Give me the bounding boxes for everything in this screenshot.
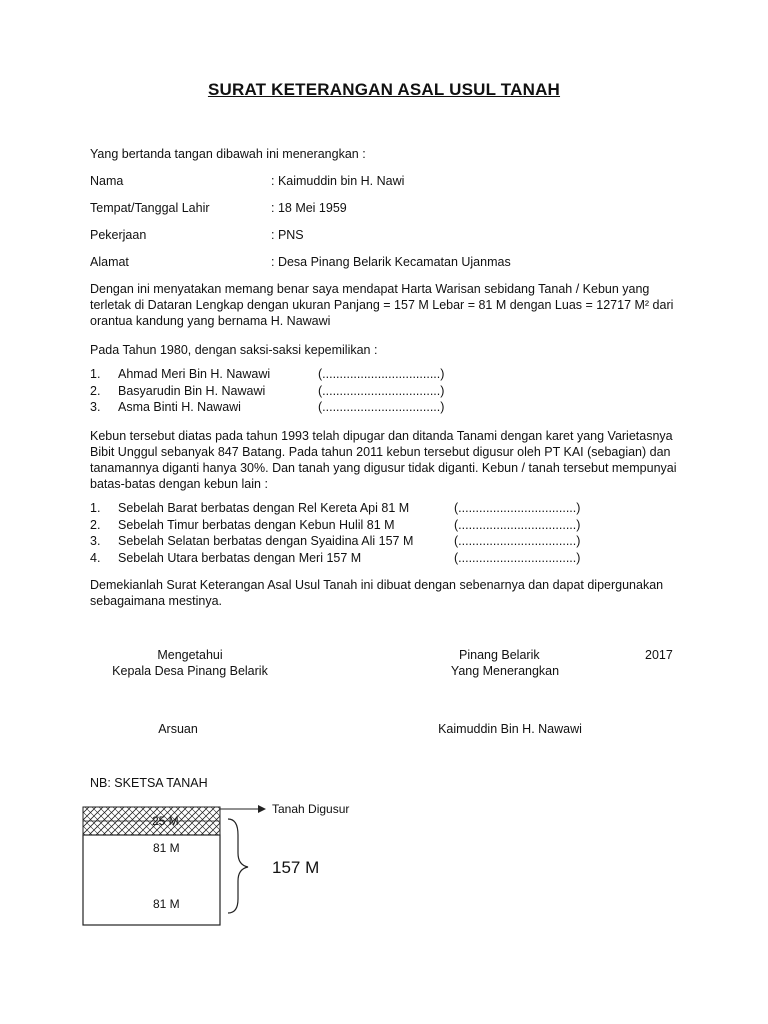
identity-label-ttl: Tempat/Tanggal Lahir (90, 201, 210, 215)
border-text: Sebelah Barat berbatas dengan Rel Kereta Api 81 M (118, 501, 410, 515)
document-title: SURAT KETERANGAN ASAL USUL TANAH (207, 80, 561, 99)
strip-width-label: 25 M (152, 814, 179, 828)
identity-value-alamat: : Desa Pinang Belarik Kecamatan Ujanmas (271, 255, 511, 269)
intro-text: Yang bertanda tangan dibawah ini menerangkan : (90, 147, 366, 161)
witness-name: Asma Binti H. Nawawi (118, 400, 241, 414)
place-text: Pinang Belarik (459, 648, 540, 662)
identity-label-pekerjaan: Pekerjaan (90, 228, 147, 242)
signature-blank: (..................................) (318, 367, 445, 381)
land-sketch (80, 795, 380, 935)
list-number: 2. (90, 518, 101, 532)
identity-label-alamat: Alamat (90, 255, 129, 269)
border-text: Sebelah Selatan berbatas dengan Syaidina Ali 157 M (118, 534, 414, 548)
length-brace-icon (228, 819, 248, 913)
signature-blank: (..................................) (318, 384, 445, 398)
signature-blank: (..................................) (454, 534, 581, 548)
year-text: 2017 (645, 648, 673, 662)
upper-width-label: 81 M (153, 841, 180, 855)
list-number: 1. (90, 501, 101, 515)
identity-value-ttl: : 18 Mei 1959 (271, 201, 347, 215)
lower-width-label: 81 M (153, 897, 180, 911)
identity-value-pekerjaan: : PNS (271, 228, 304, 242)
land-plot (83, 835, 220, 925)
sketch-heading: NB: SKETSA TANAH (90, 776, 208, 790)
list-number: 1. (90, 367, 101, 381)
list-number: 3. (90, 534, 101, 548)
border-text: Sebelah Timur berbatas dengan Kebun Hulil 81 M (118, 518, 395, 532)
list-number: 3. (90, 400, 101, 414)
identity-value-nama: : Kaimuddin bin H. Nawi (271, 174, 405, 188)
left-signature-name: Arsuan (158, 722, 198, 736)
signature-blank: (..................................) (454, 501, 581, 515)
arrow-label: Tanah Digusur (272, 802, 350, 816)
identity-label-nama: Nama (90, 174, 124, 188)
inheritance-paragraph: Dengan ini menyatakan memang benar saya mendapat Harta Warisan sebidang Tanah / Kebun yang terletak di Dataran Lengkap dengan ukuran Panjang = 157 M Lebar = 81 M dengan Luas = 12717 M² dari orantua kandung yang bernama H. Nawawi (90, 282, 674, 328)
left-signature-title: Mengetahui (157, 648, 223, 662)
right-signature-name: Kaimuddin Bin H. Nawawi (438, 722, 582, 736)
right-signature-role: Yang Menerangkan (450, 664, 560, 678)
list-number: 2. (90, 384, 101, 398)
list-number: 4. (90, 551, 101, 565)
signature-blank: (..................................) (454, 551, 581, 565)
witness-intro: Pada Tahun 1980, dengan saksi-saksi kepemilikan : (90, 343, 378, 357)
history-paragraph: Kebun tersebut diatas pada tahun 1993 telah dipugar dan ditanda Tanami dengan karet yang Varietasnya Bibit Unggul sebanyak 847 Batang. Pada tahun 2011 kebun tersebut digusur oleh PT KAI (sebagian) dan tanamannya diganti hanya 30%. Dan tanah yang digusur tidak diganti. Kebun / tanah tersebut mempunyai batas-batas dengan kebun lain : (90, 429, 677, 491)
signature-blank: (..................................) (318, 400, 445, 414)
arrow-head-icon (258, 805, 266, 813)
left-signature-role: Kepala Desa Pinang Belarik (112, 664, 268, 678)
signature-blank: (..................................) (454, 518, 581, 532)
witness-name: Ahmad Meri Bin H. Nawawi (118, 367, 271, 381)
witness-name: Basyarudin Bin H. Nawawi (118, 384, 266, 398)
length-label: 157 M (272, 858, 320, 877)
closing-paragraph: Demekianlah Surat Keterangan Asal Usul Tanah ini dibuat dengan sebenarnya dan dapat dipergunakan sebagaimana mestinya. (90, 578, 664, 608)
border-text: Sebelah Utara berbatas dengan Meri 157 M (118, 551, 362, 565)
